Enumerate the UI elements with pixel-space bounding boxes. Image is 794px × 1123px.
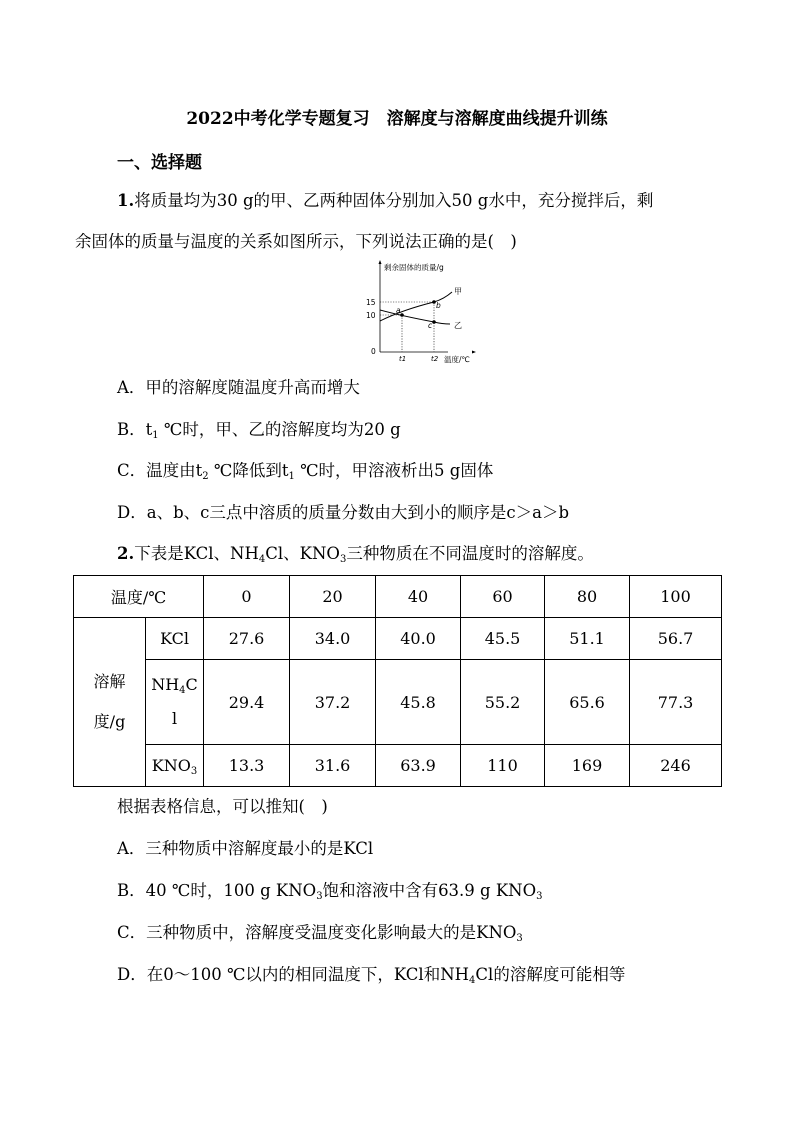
- q2-option-d: D．在0～100 ℃以内的相同温度下，KCl和$NH_4Cl$的溶解度可能相等: [117, 965, 626, 986]
- section-heading: 一、选择题: [117, 153, 202, 173]
- table-cell: 56.7: [630, 618, 722, 660]
- label-jia: 甲: [454, 287, 462, 296]
- solubility-graph: [358, 258, 478, 366]
- page-title: 2022中考化学专题复习 溶解度与溶解度曲线提升训练: [186, 109, 608, 129]
- tick-t1: t1: [399, 355, 407, 363]
- tick-10: 10: [366, 311, 376, 320]
- q1-option-d: D．a、b、c三点中溶质的质量分数由大到小的顺序是c＞a＞b: [117, 503, 570, 522]
- table-cell: 45.8: [376, 660, 461, 744]
- curve-yi: [380, 310, 450, 324]
- table-cell: 77.3: [630, 660, 722, 744]
- substance-kno3: $KNO_3$: [146, 744, 204, 786]
- table-row-kno3: [74, 744, 722, 786]
- table-cell: 65.6: [545, 660, 630, 744]
- tick-t2: t2: [431, 355, 439, 363]
- q1-number: 1.: [117, 191, 135, 210]
- row-group-label: 溶解 度/g: [74, 618, 146, 787]
- graph-y-label: 剩余固体的质量/g: [384, 263, 444, 272]
- header-temp: 40: [376, 576, 461, 618]
- table-cell: 63.9: [376, 744, 461, 786]
- label-b: b: [436, 301, 441, 310]
- graph-x-label: 温度/℃: [444, 355, 470, 364]
- y-axis-arrow-icon: [379, 260, 382, 264]
- header-temp: 0: [204, 576, 290, 618]
- header-temp-label: 温度/℃: [74, 576, 204, 618]
- table-cell: 40.0: [376, 618, 461, 660]
- q1-option-b: B．$t_1$ ℃时，甲、乙的溶解度均为20 g: [117, 420, 401, 441]
- solubility-table: [73, 575, 722, 787]
- q2-after-table: 根据表格信息，可以推知( ): [117, 797, 328, 816]
- table-cell: 55.2: [461, 660, 545, 744]
- header-temp: 80: [545, 576, 630, 618]
- tick-15: 15: [366, 298, 376, 307]
- point-a: [400, 313, 404, 317]
- table-cell: 37.2: [290, 660, 376, 744]
- table-cell: 110: [461, 744, 545, 786]
- table-row-kcl: [74, 618, 722, 660]
- tick-origin: 0: [371, 347, 376, 356]
- q2-stem: 2.下表是KCl、$NH_4Cl$、$KNO_3$三种物质在不同温度时的溶解度。: [117, 544, 594, 565]
- label-c: c: [428, 321, 433, 330]
- q2-number: 2.: [117, 544, 135, 563]
- table-header-row: [74, 576, 722, 618]
- label-yi: 乙: [454, 321, 462, 330]
- table-cell: 27.6: [204, 618, 290, 660]
- substance-nh4cl: $NH_4C$ l: [146, 660, 204, 744]
- header-temp: 60: [461, 576, 545, 618]
- header-temp: 100: [630, 576, 722, 618]
- table-cell: 169: [545, 744, 630, 786]
- q1-stem-line1: [117, 191, 653, 211]
- substance-kcl: KCl: [146, 618, 204, 660]
- table-cell: 13.3: [204, 744, 290, 786]
- table-cell: 45.5: [461, 618, 545, 660]
- table-cell: 51.1: [545, 618, 630, 660]
- table-cell: 246: [630, 744, 722, 786]
- table-row-nh4cl: [74, 660, 722, 744]
- table-cell: 29.4: [204, 660, 290, 744]
- point-c: [432, 320, 436, 324]
- q1-option-a: A．甲的溶解度随温度升高而增大: [117, 378, 360, 397]
- q1-option-c: C．温度由$t_2$ ℃降低到$t_1$ ℃时，甲溶液析出5 g固体: [117, 461, 494, 482]
- q2-option-a: A．三种物质中溶解度最小的是KCl: [117, 839, 374, 858]
- q2-option-b: B．40 ℃时，100 g $KNO_3$饱和溶液中含有63.9 g $KNO_3$: [117, 881, 543, 902]
- x-axis-arrow-icon: [472, 351, 476, 354]
- header-temp: 20: [290, 576, 376, 618]
- q1-stem-text: 将质量均为30 g的甲、乙两种固体分别加入50 g水中，充分搅拌后，剩: [134, 191, 654, 210]
- q1-stem-line2: 余固体的质量与温度的关系如图所示，下列说法正确的是( ): [75, 232, 517, 251]
- label-a: a: [396, 306, 401, 315]
- q2-option-c: C．三种物质中，溶解度受温度变化影响最大的是$KNO_3$: [117, 923, 523, 944]
- table-cell: 31.6: [290, 744, 376, 786]
- curve-jia: [380, 292, 452, 321]
- table-cell: 34.0: [290, 618, 376, 660]
